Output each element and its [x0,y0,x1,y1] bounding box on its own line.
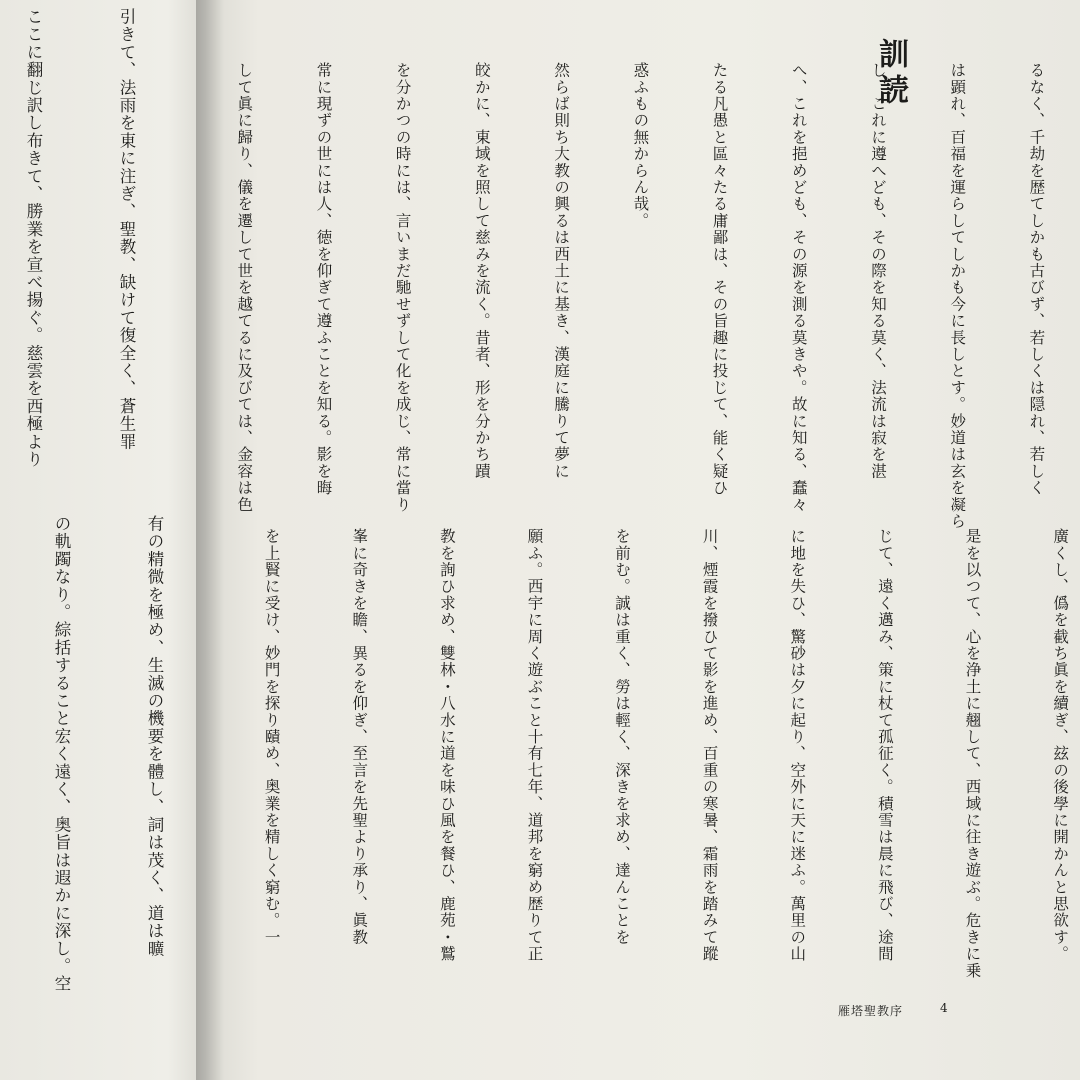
text-line: に地を失ひ、驚砂は夕に起り、空外に天に迷ふ。萬里の山 [788,528,807,963]
text-line: 川、煙霞を撥ひて影を進め、百重の寒暑、霜雨を踏みて蹤 [700,528,719,963]
right-page [206,0,1080,1080]
text-line: 是を以つて、心を浄土に翹して、西域に往き遊ぶ。危きに乗 [963,528,982,979]
text-line: へ、これを挹めども、その源を測る莫きや。故に知る、蠢々 [789,62,808,513]
text-line: 教を詢ひ求め、雙林・八水に道を味ひ風を餐ひ、鹿苑・鷲 [437,528,456,963]
text-line: は顕れ、百福を運らしてしかも今に長しとす。妙道は玄を凝ら [948,62,967,530]
text-line: を上賢に受け、妙門を探り賾め、奥業を精しく窮む。一 [262,528,281,946]
text-line: るなく、千劫を歴てしかも古びず、若しくは隠れ、若しく [1027,62,1046,497]
section-heading: 訓読 [873,38,908,110]
text-line: 惑ふもの無からん哉。 [631,62,650,229]
text-line: 願ふ。西宇に周く遊ぶこと十有七年、道邦を窮め歴りて正 [525,528,544,963]
text-line: を分かつの時には、言いまだ馳せずして化を成じ、常に當り [393,62,412,513]
text-line: たる凡愚と區々たる庸鄙は、その旨趣に投じて、能く疑ひ [710,62,729,497]
text-line: ここに翻じ訳し布きて、勝業を宣べ揚ぐ。慈雲を西極より [24,8,43,469]
text-line: じて、遠く邁み、策に杖て孤征く。積雪は晨に飛び、途間 [875,528,894,963]
book-gutter-shadow [196,0,224,1080]
text-line: 峯に奇きを瞻、異るを仰ぎ、至言を先聖より承り、眞教 [350,528,369,946]
text-line: 常に現ずの世には人、徳を仰ぎて遵ふことを知る。影を晦 [314,62,333,497]
page-number: 4 [940,1001,948,1015]
text-line: 廣くし、僞を截ち眞を續ぎ、玆の後學に開かんと思欲す。 [1051,528,1070,963]
text-line: 引きて、法雨を東に注ぎ、聖教、缺けて復全く、蒼生罪 [117,8,136,451]
left-page-bottom-text [0,515,210,993]
left-page-top-text [0,8,210,478]
text-line: 有の精微を極め、生滅の機要を體し、詞は茂く、道は曠 [145,515,164,958]
text-line: を前む。誠は重く、勞は輕く、深きを求め、達んことを [613,528,632,946]
text-line: し、これに遵へども、その際を知る莫く、法流は寂を湛 [868,62,887,480]
running-footer-title: 雁塔聖教序 [838,1004,904,1018]
left-page [0,0,210,1080]
text-line: の軌躅なり。綜括すること宏く遠く、奥旨は遐かに深し。空 [52,515,71,993]
text-line: 然らば則ち大教の興るは西土に基き、漢庭に騰りて夢に [552,62,571,480]
text-line: して眞に歸り、儀を遷して世を越てるに及びては、金容は色 [235,62,254,513]
text-line: 皎かに、東域を照して慈みを流く。昔者、形を分かち蹟 [472,62,491,480]
right-page-bottom-text [206,528,1080,979]
right-page-top-text [206,62,1080,530]
